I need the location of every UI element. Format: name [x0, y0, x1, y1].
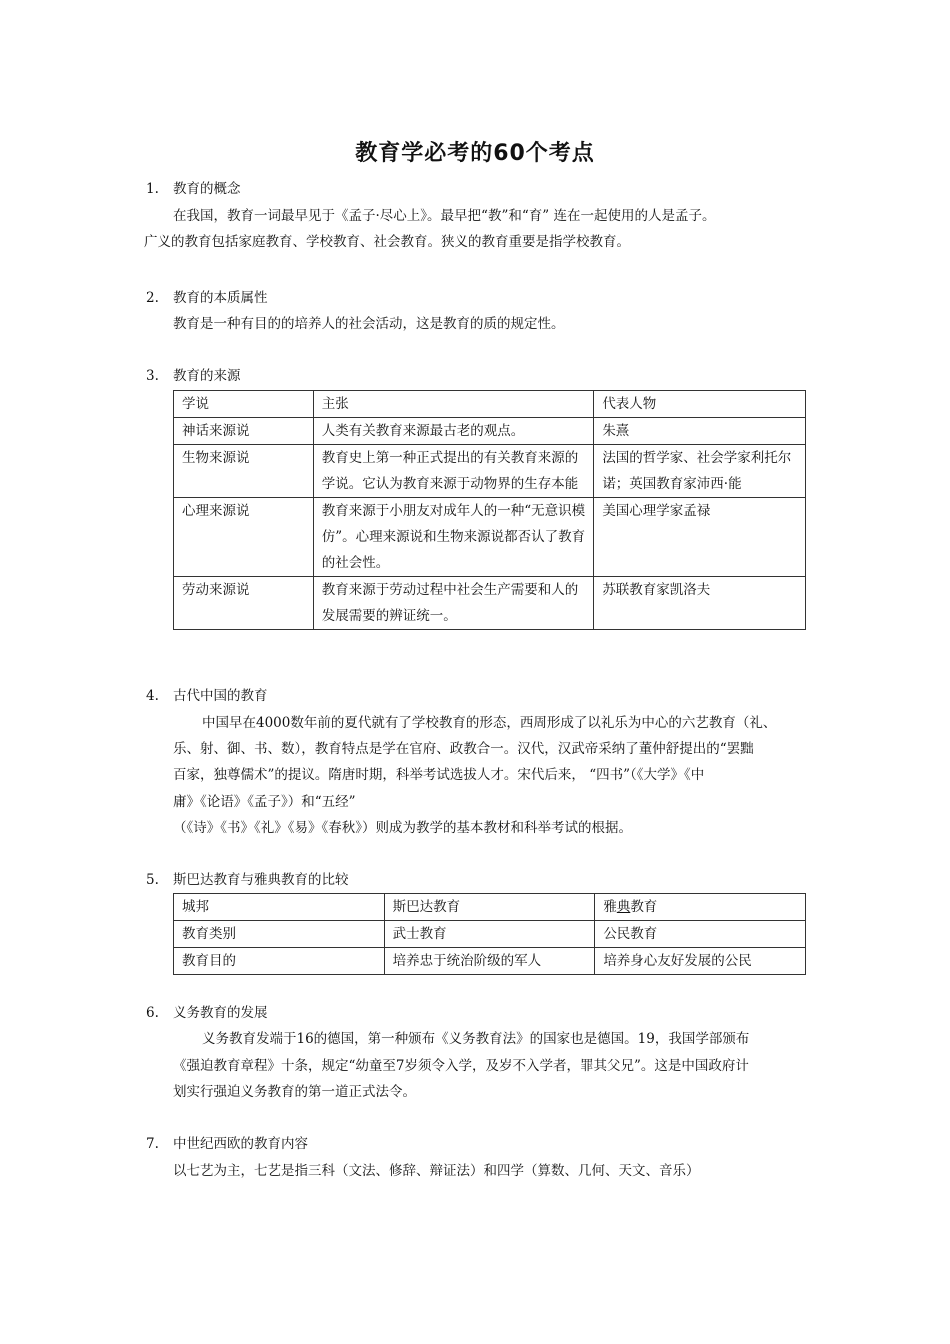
table-cell: 教育目的 [174, 948, 385, 975]
table-cell: 劳动来源说 [174, 577, 314, 630]
section-6-line-1: 义务教育发端于16的德国，第一种颁布《义务教育法》的国家也是德国。19，我国学部颁布 [202, 1031, 750, 1047]
section-1-number: 1. [146, 181, 159, 197]
section-3-heading: 教育的来源 [173, 368, 241, 384]
section-1-heading: 教育的概念 [173, 181, 241, 197]
section-4-heading: 古代中国的教育 [173, 688, 268, 704]
section-6-line-3: 划实行强迫义务教育的第一道正式法令。 [173, 1084, 416, 1100]
table-row [174, 445, 806, 498]
table-header-cell: 城邦 [174, 894, 385, 921]
section-4-line-5: （《诗》《书》《礼》《易》《春秋》）则成为教学的基本教材和科举考试的根据。 [173, 820, 632, 836]
section-6-heading: 义务教育的发展 [173, 1005, 268, 1021]
table-row [174, 418, 806, 445]
table-cell: 培养身心友好发展的公民 [595, 948, 806, 975]
table-cell: 心理来源说 [174, 498, 314, 577]
section-4-line-3: 百家，独尊儒术”的提议。隋唐时期，科举考试选拔人才。宋代后来， “四书”（《大学》《中 [173, 767, 705, 783]
section-4-line-1: 中国早在4000数年前的夏代就有了学校教育的形态，西周形成了以礼乐为中心的六艺教育（礼、 [202, 715, 777, 731]
table-row [174, 577, 806, 630]
section-6-line-2: 《强迫教育章程》十条，规定“幼童至7岁须令入学，及岁不入学者，罪其父兄”。这是中国政府计 [173, 1058, 749, 1074]
section-6-number: 6. [146, 1005, 159, 1021]
section-7-heading: 中世纪西欧的教育内容 [173, 1136, 308, 1152]
table-header-row [174, 391, 806, 418]
table-cell: 教育来源于小朋友对成年人的一种“无意识模仿”。心理来源说和生物来源说都否认了教育的社会性。 [313, 498, 594, 577]
page-title: 教育学必考的60个考点 [355, 141, 595, 166]
section-5-number: 5. [146, 872, 159, 888]
section-4-line-2: 乐、射、御、书、数），教育特点是学在官府、政教合一。汉代，汉武帝采纳了董仲舒提出的“罢黜 [173, 741, 754, 757]
table-cell: 公民教育 [595, 921, 806, 948]
table-header-cell: 代表人物 [594, 391, 806, 418]
table-header-row [174, 894, 806, 921]
table-header-cell: 学说 [174, 391, 314, 418]
sparta-athens-table [173, 893, 806, 975]
section-2-number: 2. [146, 290, 159, 306]
section-2-heading: 教育的本质属性 [173, 290, 268, 306]
table-cell: 苏联教育家凯洛夫 [594, 577, 806, 630]
table-header-cell: 斯巴达教育 [384, 894, 595, 921]
section-3-number: 3. [146, 368, 159, 384]
section-1-line-1: 在我国，教育一词最早见于《孟子·尽心上》。最早把“教”和“育” 连在一起使用的人是孟子。 [173, 208, 716, 224]
origin-table [173, 390, 806, 630]
table-cell: 神话来源说 [174, 418, 314, 445]
table-cell: 教育类别 [174, 921, 385, 948]
table-row [174, 948, 806, 975]
table-cell: 教育来源于劳动过程中社会生产需要和人的发展需要的辨证统一。 [313, 577, 594, 630]
table-header-cell-athens: 雅典教育 [595, 894, 806, 921]
section-2-line-1: 教育是一种有目的的培养人的社会活动，这是教育的质的规定性。 [173, 316, 565, 332]
table-cell: 教育史上第一种正式提出的有关教育来源的学说。它认为教育来源于动物界的生存本能 [313, 445, 594, 498]
table-row [174, 921, 806, 948]
table-cell: 朱熹 [594, 418, 806, 445]
underlined-char: 典 [616, 899, 631, 915]
table-cell: 美国心理学家孟禄 [594, 498, 806, 577]
table-cell: 武士教育 [384, 921, 595, 948]
section-1-line-2: 广义的教育包括家庭教育、学校教育、社会教育。狭义的教育重要是指学校教育。 [144, 234, 630, 250]
table-cell: 培养忠于统治阶级的军人 [384, 948, 595, 975]
section-7-line-1: 以七艺为主，七艺是指三科（文法、修辞、辩证法）和四学（算数、几何、天文、音乐） [173, 1163, 700, 1179]
table-cell: 法国的哲学家、社会学家利托尔诺；英国教育家沛西·能 [594, 445, 806, 498]
section-4-number: 4. [146, 688, 159, 704]
section-7-number: 7. [146, 1136, 159, 1152]
table-header-cell: 主张 [313, 391, 594, 418]
table-cell: 生物来源说 [174, 445, 314, 498]
table-cell: 人类有关教育来源最古老的观点。 [313, 418, 594, 445]
table-row [174, 498, 806, 577]
section-4-line-4: 庸》《论语》《孟子》）和“五经” [173, 794, 356, 810]
section-5-heading: 斯巴达教育与雅典教育的比较 [173, 872, 349, 888]
